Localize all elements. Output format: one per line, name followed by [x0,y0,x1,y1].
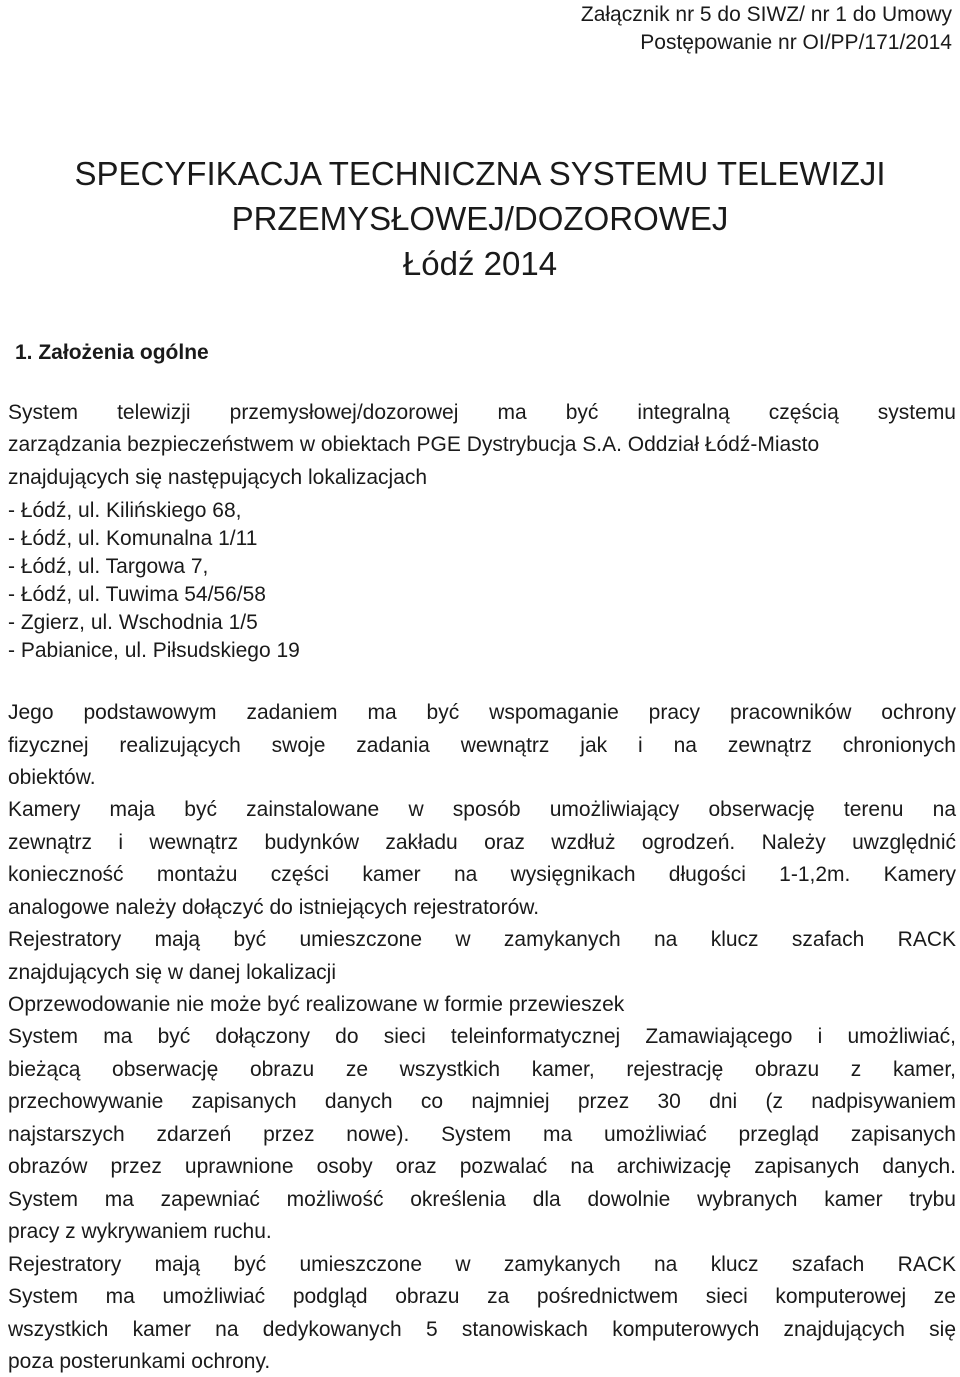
paragraph-line: wszystkich kamer na dedykowanych 5 stanowiskach komputerowych znajdujących się [8,1318,956,1341]
paragraph-line: System telewizji przemysłowej/dozorowej ma być integralną częścią systemu [8,401,956,424]
paragraph-line: znajdujących się w danej lokalizacji [8,961,337,984]
paragraph-line: konieczność montażu części kamer na wysięgnikach długości 1-1,2m. Kamery [8,863,956,886]
paragraph-line: analogowe należy dołączyć do istniejących rejestratorów. [8,896,540,919]
procedure-number: Postępowanie nr OI/PP/171/2014 [640,31,952,54]
document-title-line-1: SPECYFIKACJA TECHNICZNA SYSTEMU TELEWIZJI [74,155,886,192]
paragraph-line: System ma być dołączony do sieci teleinformatycznej Zamawiającego i umożliwiać, [8,1025,956,1048]
paragraph-line: System ma zapewniać możliwość określenia dla dowolnie wybranych kamer trybu [8,1188,956,1211]
location-list-item: - Pabianice, ul. Piłsudskiego 19 [8,639,300,662]
paragraph-line: Jego podstawowym zadaniem ma być wspomaganie pracy pracowników ochrony [8,701,956,724]
section-heading: 1. Założenia ogólne [15,341,209,364]
paragraph-line: fizycznej realizujących swoje zadania wewnątrz jak i na zewnątrz chronionych [8,734,956,757]
paragraph-line: Kamery maja być zainstalowane w sposób umożliwiający obserwację terenu na [8,798,956,821]
paragraph-line: Rejestratory mają być umieszczone w zamykanych na klucz szafach RACK [8,928,956,951]
paragraph-line: obrazów przez uprawnione osoby oraz pozwalać na archiwizację zapisanych danych. [8,1155,956,1178]
paragraph-line: bieżącą obserwację obrazu ze wszystkich kamer, rejestrację obrazu z kamer, [8,1058,956,1081]
location-list-item: - Zgierz, ul. Wschodnia 1/5 [8,611,258,634]
paragraph-line: najstarszych zdarzeń przez nowe). System ma umożliwiać przegląd zapisanych [8,1123,956,1146]
paragraph-line: zarządzania bezpieczeństwem w obiektach PGE Dystrybucja S.A. Oddział Łódź-Miasto [8,433,820,456]
attachment-reference: Załącznik nr 5 do SIWZ/ nr 1 do Umowy [580,3,952,26]
location-list-item: - Łódź, ul. Komunalna 1/11 [8,527,258,550]
paragraph-line: poza posterunkami ochrony. [8,1350,271,1373]
location-list-item: - Łódź, ul. Tuwima 54/56/58 [8,583,266,606]
paragraph-line: obiektów. [8,766,96,789]
paragraph-line: pracy z wykrywaniem ruchu. [8,1220,272,1243]
document-title-line-2: PRZEMYSŁOWEJ/DOZOROWEJ [231,200,729,237]
paragraph-line: Rejestratory mają być umieszczone w zamykanych na klucz szafach RACK [8,1253,956,1276]
paragraph-line: znajdujących się następujących lokalizacjach [8,466,428,489]
paragraph-line: przechowywanie zapisanych danych co najmniej przez 30 dni (z nadpisywaniem [8,1090,956,1113]
paragraph-line: Oprzewodowanie nie może być realizowane w formie przewieszek [8,993,625,1016]
location-list-item: - Łódź, ul. Kilińskiego 68, [8,499,242,522]
paragraph-line: zewnątrz i wewnątrz budynków zakładu oraz wzdłuż ogrodzeń. Należy uwzględnić [8,831,956,854]
location-list-item: - Łódź, ul. Targowa 7, [8,555,209,578]
paragraph-line: System ma umożliwiać podgląd obrazu za pośrednictwem sieci komputerowej ze [8,1285,956,1308]
document-title-city-year: Łódź 2014 [402,245,558,282]
